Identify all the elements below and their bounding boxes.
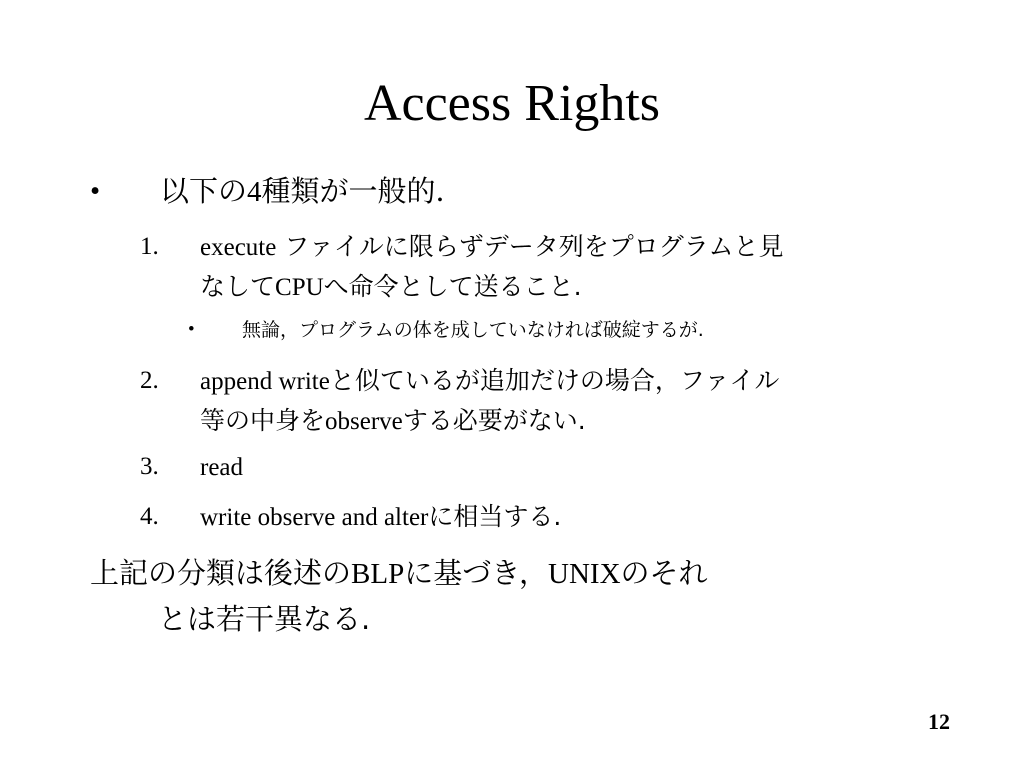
term-write-observe-alter: write observe and alter [200,504,429,531]
list-item-execute-line2 [200,270,582,305]
sub-bullet-marker: • [188,319,195,340]
list-marker: 3. [140,453,159,480]
bullet-marker: • [90,175,101,207]
intro-text-post: 種類が一般的． [261,174,465,208]
conclusion-text-a: 上記の分類は後述の [90,556,352,590]
term-unix: UNIX [548,558,621,590]
execute-desc-cont: なして [200,272,276,301]
term-append-write: append write [200,368,330,395]
page-number: 12 [928,709,950,734]
list-marker: 1. [140,233,159,260]
list-item-append-line1 [200,364,779,399]
slide-title: Access Rights [363,75,661,132]
list-item-append-line2 [200,404,586,439]
list-marker: 2. [140,367,159,394]
execute-desc: ファイルに限らずデータ列をプログラムと見 [276,232,784,261]
list-item-write [200,500,561,535]
write-desc: に相当する. [428,502,562,531]
append-desc-end: する必要がない. [402,406,586,435]
append-desc: と似ているが追加だけの場合，ファイル [329,366,780,395]
conclusion-line2 [158,600,370,638]
conclusion-text-b: に基づき， [404,556,549,590]
conclusion-text-c: のそれ [620,556,708,590]
term-blp: BLP [351,558,405,590]
list-item-execute-line1 [200,230,784,265]
intro-bullet [160,172,465,211]
intro-text-pre: 以下の [160,174,248,208]
term-execute: execute [200,234,277,261]
conclusion-text-d: とは若干異なる. [158,602,371,636]
sub-note: 無論，プログラムの体を成していなければ破綻するが. [242,319,704,341]
intro-number: 4 [247,176,262,208]
term-cpu: CPU [275,274,324,301]
conclusion-line1 [90,554,708,593]
append-desc-cont: 等の中身を [200,406,326,435]
execute-desc-end: へ命令として送ること. [323,272,582,301]
list-marker: 4. [140,503,159,530]
term-observe: observe [325,408,403,435]
list-item-read [200,450,243,485]
term-read: read [200,454,244,481]
